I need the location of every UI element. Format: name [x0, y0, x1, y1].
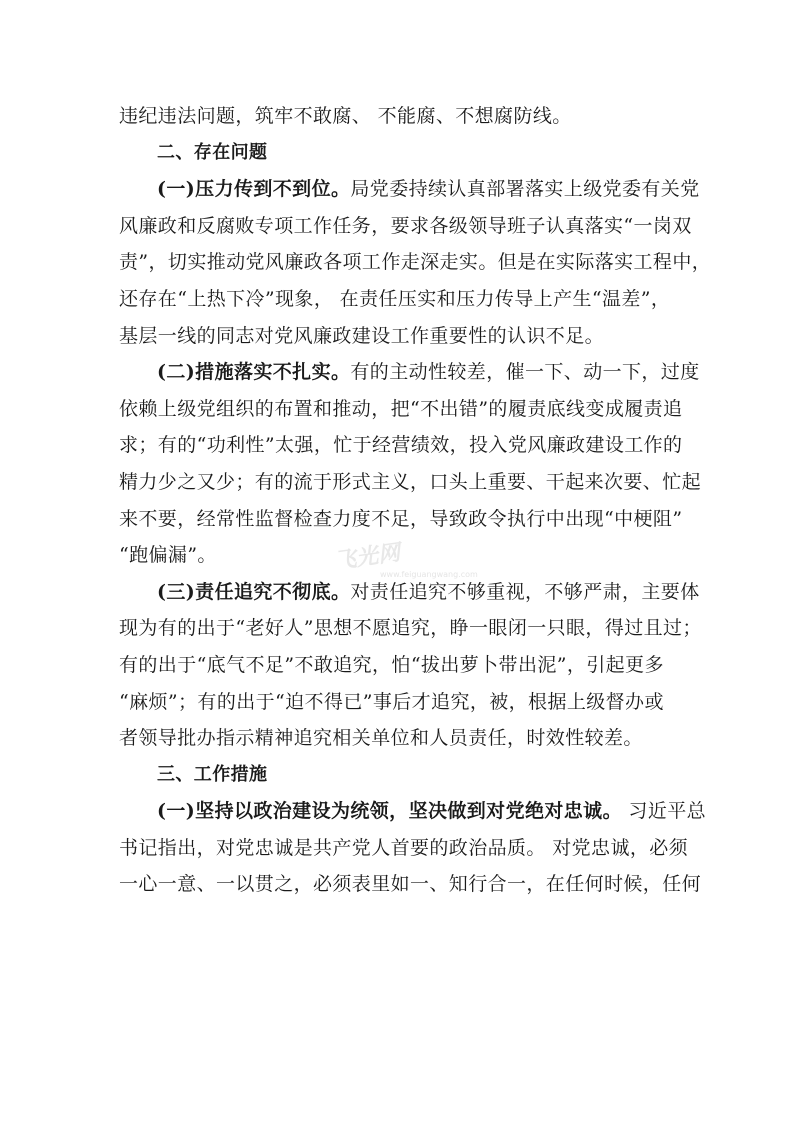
paragraph-line: 来不要，经常性监督检查力度不足，导致政令执行中出现“中梗阻”	[119, 507, 683, 530]
paragraph-line: 基层一线的同志对党风廉政建设工作重要性的认识不足。	[119, 324, 605, 347]
section-heading: 二、存在问题	[157, 141, 268, 163]
paragraph-line: 违纪违法问题，筑牢不敢腐、 不能腐、不想腐防线。	[119, 105, 572, 127]
paragraph-line: 有的出于“底气不足”不敢追究，怕“拔出萝卜带出泥”，引起更多	[119, 653, 664, 676]
watermark-text: 飞光网	[332, 540, 402, 575]
watermark-subtext: www.feiguangwang.com	[380, 570, 478, 579]
section-heading: 三、工作措施	[157, 763, 268, 785]
paragraph-line	[119, 793, 707, 830]
paragraph-line	[119, 574, 700, 611]
document-page	[119, 98, 712, 903]
paragraph-text: 有的主动性较差，催一下、动一下，过度	[350, 361, 700, 384]
paragraph-line: 风廉政和反腐败专项工作任务，要求各级领导班子认真落实“一岗双	[119, 214, 692, 237]
paragraph-text: 对责任追究不够重视，不够严肃，主要体	[350, 580, 700, 603]
paragraph-line: 精力少之又少；有的流于形式主义，口头上重要、干起来次要、忙起	[119, 470, 702, 493]
paragraph-line: 一心一意、一以贯之，必须表里如一、知行合一，在任何时候，任何	[119, 873, 702, 896]
paragraph-line: “麻烦”；有的出于“迫不得已”事后才追究，被，根据上级督办或	[119, 690, 664, 713]
paragraph-line: 现为有的出于“老好人”思想不愿追究，睁一眼闭一只眼，得过且过；	[119, 617, 702, 640]
subheading: (一)坚持以政治建设为统领，坚决做到对党绝对忠诚。	[157, 800, 622, 823]
paragraph-line: “跑偏漏”。	[119, 544, 217, 567]
paragraph-line: 责”，切实推动党风廉政各项工作走深走实。但是在实际落实工程中，	[119, 251, 712, 274]
subheading: (二)措施落实不扎实。	[157, 361, 351, 384]
subheading: (三)责任追究不彻底。	[157, 580, 351, 603]
subheading: (一)压力传到不到位。	[157, 178, 351, 201]
paragraph-line: 依赖上级党组织的布置和推动，把“不出错”的履责底线变成履责追	[119, 397, 683, 420]
paragraph-line	[119, 171, 700, 208]
paragraph-line: 者领导批办指示精神追究相关单位和人员责任，时效性较差。	[119, 727, 643, 750]
paragraph-line: 书记指出，对党忠诚是共产党人首要的政治品质。 对党忠诚，必须	[119, 836, 689, 859]
paragraph-text: 局党委持续认真部署落实上级党委有关党	[350, 178, 700, 201]
paragraph-text: 习近平总	[621, 800, 707, 823]
paragraph-line	[119, 354, 700, 391]
paragraph-line: 求；有的“功利性”太强，忙于经营绩效，投入党风廉政建设工作的	[119, 434, 683, 457]
paragraph-line: 还存在“上热下冷”现象， 在责任压实和压力传导上产生“温差”，	[119, 287, 671, 310]
